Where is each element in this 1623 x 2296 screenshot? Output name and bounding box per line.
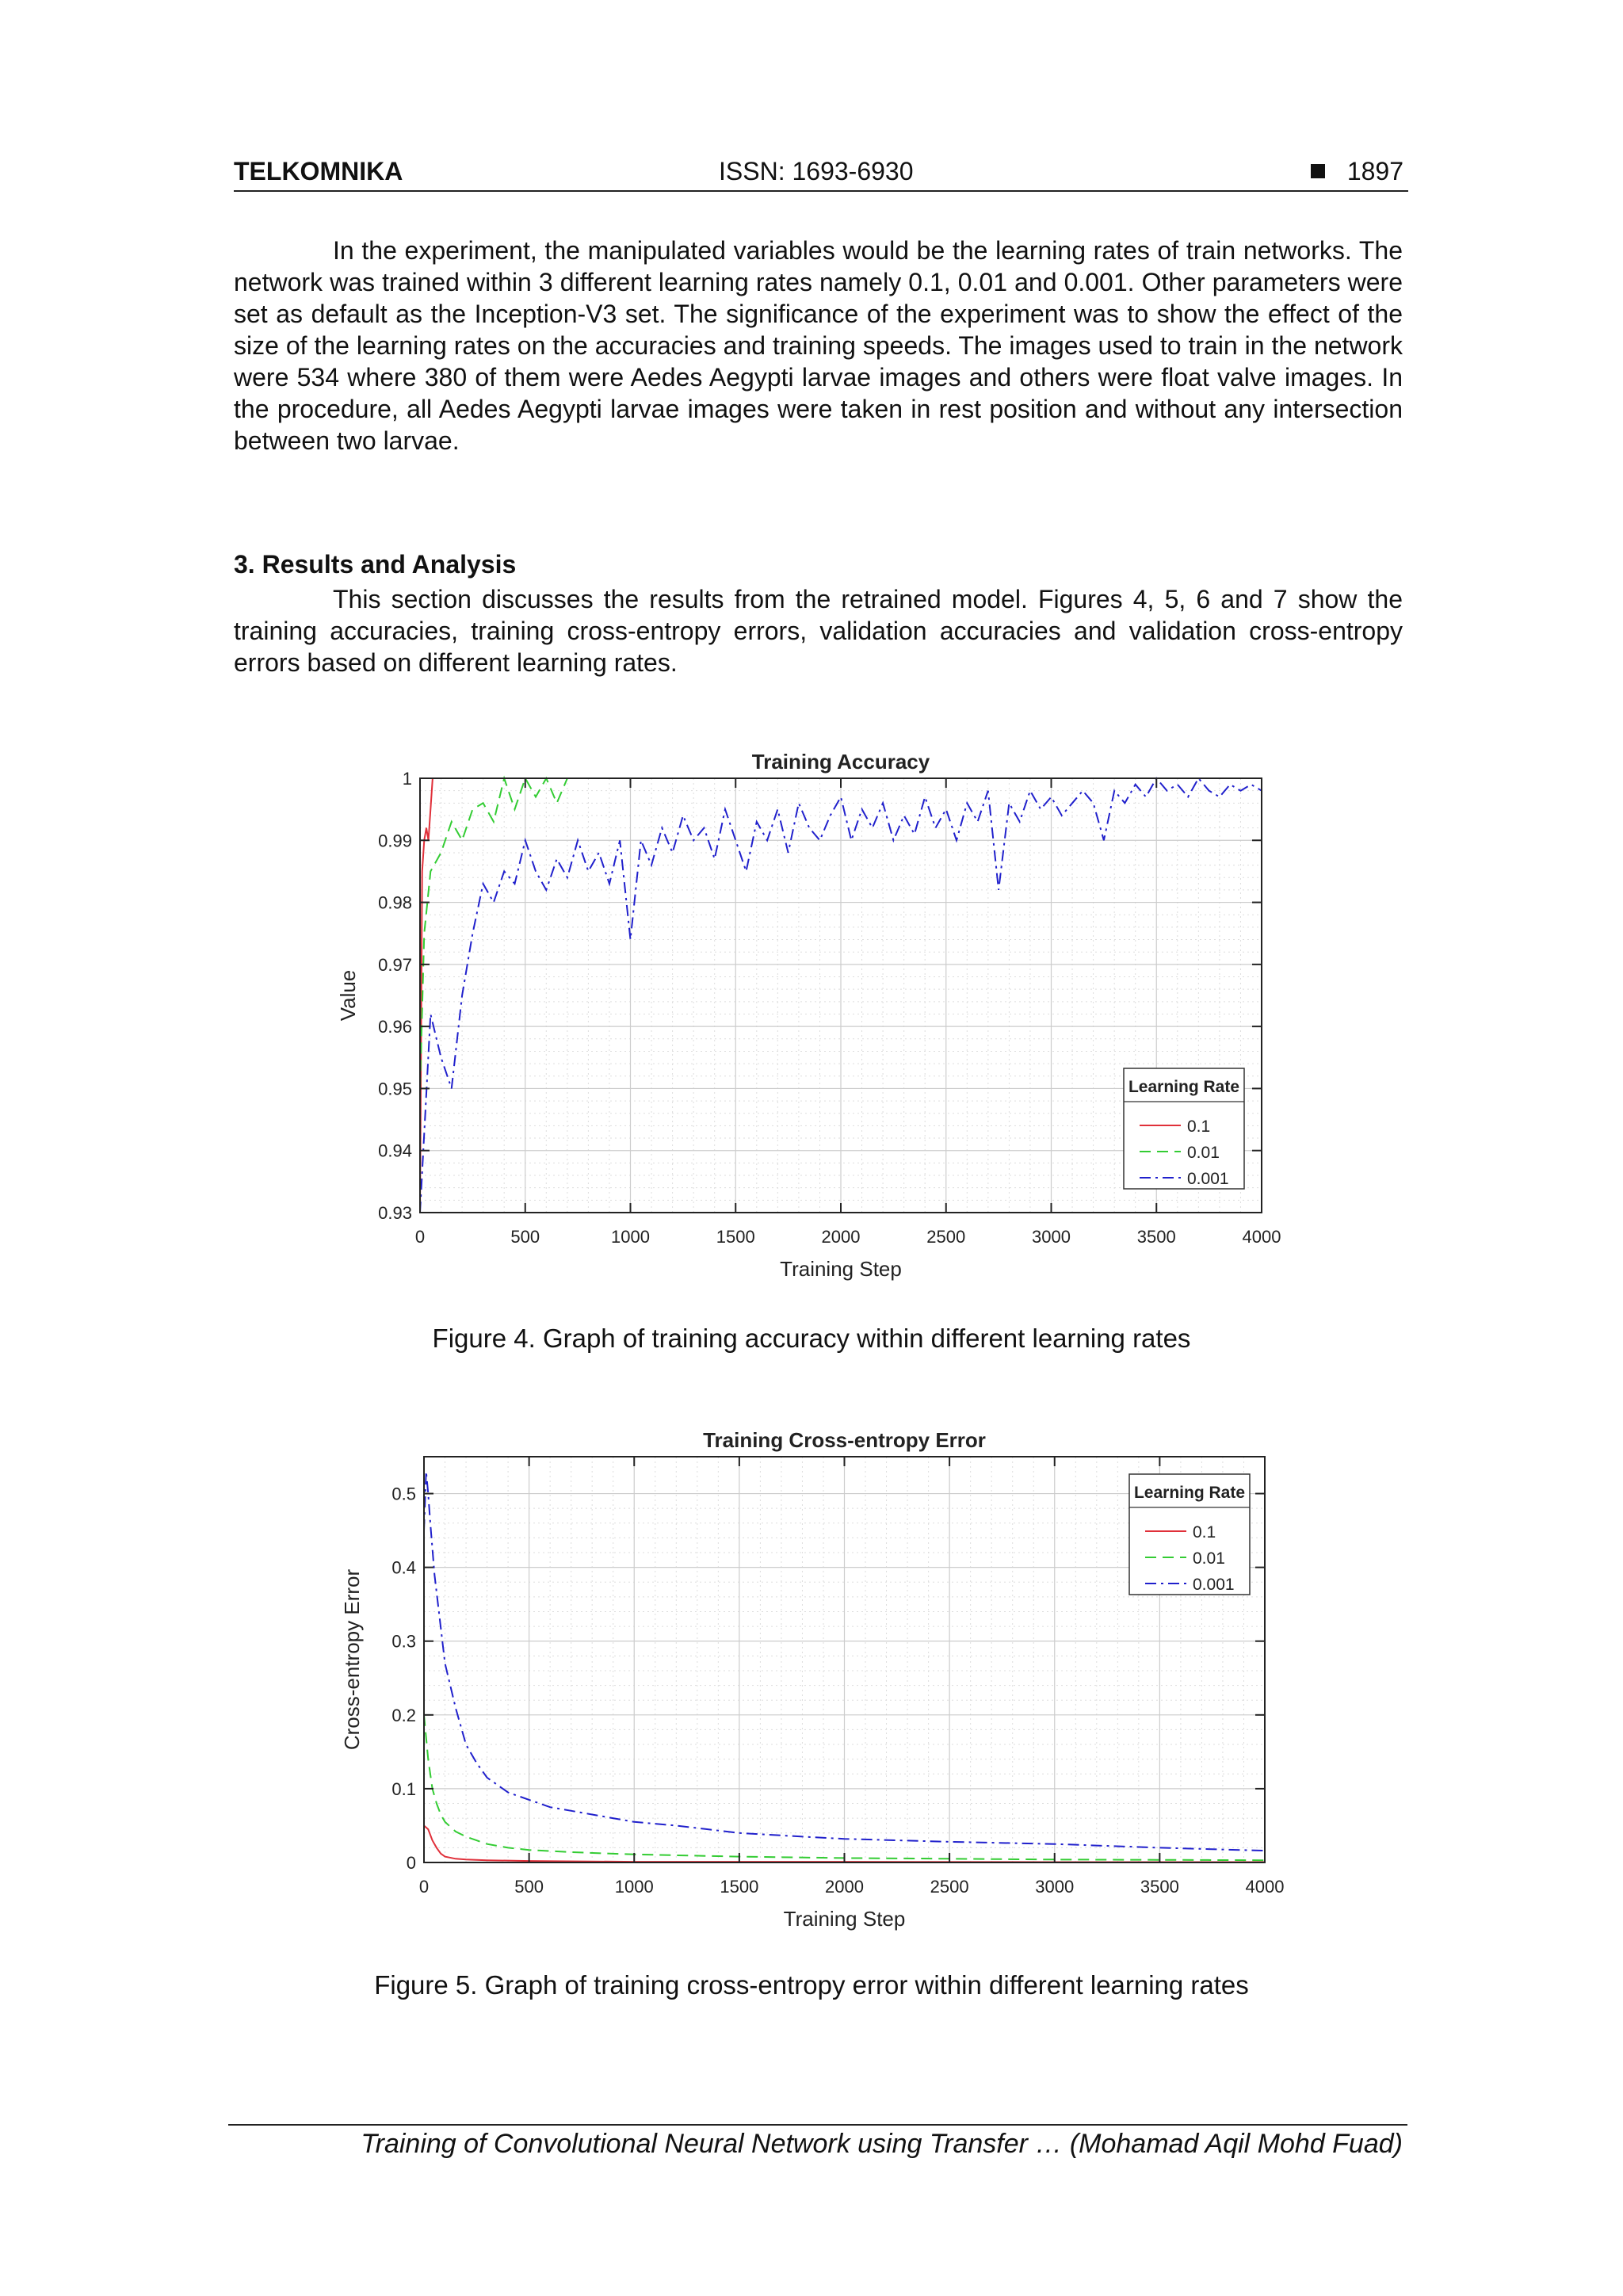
x-tick-label: 3500 <box>1140 1877 1179 1897</box>
legend-label: 0.001 <box>1187 1170 1229 1188</box>
x-tick-label: 0 <box>418 1877 430 1897</box>
issn: ISSN: 1693-6930 <box>719 157 914 185</box>
y-tick-label: 0.99 <box>378 831 412 851</box>
x-axis-label: Training Step <box>780 1257 902 1281</box>
x-tick-label: 1500 <box>720 1877 759 1897</box>
figure4-caption: Figure 4. Graph of training accuracy within different learning rates <box>432 1324 1191 1353</box>
x-tick-label: 2500 <box>930 1877 969 1897</box>
y-axis-label: Value <box>336 969 360 1022</box>
paragraph-results: This section discusses the results from the retrained model. Figures 4, 5, 6 and 7 show the training accuracies, training cross-entropy errors, validation accuracies and validation cross-entropy errors based on different learning rates. <box>234 585 1403 677</box>
x-tick-label: 1000 <box>614 1877 654 1897</box>
y-tick-label: 0.96 <box>378 1017 412 1037</box>
y-tick-label: 0.93 <box>378 1203 412 1223</box>
x-tick-label: 3500 <box>1136 1227 1176 1247</box>
x-tick-label: 500 <box>510 1227 540 1247</box>
x-tick-label: 4000 <box>1245 1877 1285 1897</box>
section-title: 3. Results and Analysis <box>234 550 517 579</box>
y-tick-label: 1 <box>402 769 412 789</box>
y-tick-label: 0.95 <box>378 1079 412 1099</box>
legend-label: 0.1 <box>1193 1523 1216 1541</box>
x-tick-label: 3000 <box>1032 1227 1071 1247</box>
legend-title: Learning Rate <box>1128 1078 1240 1096</box>
x-tick-label: 0 <box>414 1227 426 1247</box>
y-tick-label: 0.2 <box>391 1705 416 1725</box>
legend-label: 0.01 <box>1193 1549 1225 1568</box>
x-tick-label: 2000 <box>821 1227 861 1247</box>
y-tick-label: 0.97 <box>378 954 412 975</box>
x-axis-label: Training Step <box>783 1907 906 1931</box>
x-tick-label: 1500 <box>716 1227 755 1247</box>
x-tick-label: 4000 <box>1242 1227 1281 1247</box>
y-tick-label: 0.3 <box>391 1631 416 1652</box>
x-tick-label: 500 <box>514 1877 544 1897</box>
y-tick-label: 0.4 <box>391 1557 416 1578</box>
figure5-caption: Figure 5. Graph of training cross-entropy error within different learning rates <box>374 1970 1249 2000</box>
journal-name: TELKOMNIKA <box>234 157 403 185</box>
paragraph-experiment: In the experiment, the manipulated variables would be the learning rates of train networks. The network was trained within 3 different learning rates namely 0.1, 0.01 and 0.001. Other parameters were set as default as the Inception-V3 set. The significance of the experiment was to show the effect of the size of the learning rates on the accuracies and training speeds. The images used to train in the network were 534 where 380 of them were Aedes Aegypti larvae images and others were float valve images. In the procedure, all Aedes Aegypti larvae images were taken in rest position and without any intersection between two larvae. <box>234 236 1403 455</box>
page-footer: Training of Convolutional Neural Network using Transfer … (Mohamad Aqil Mohd Fuad) <box>361 2129 1403 2159</box>
y-tick-label: 0.98 <box>378 892 412 913</box>
x-tick-label: 3000 <box>1035 1877 1075 1897</box>
y-tick-label: 0 <box>406 1853 416 1873</box>
page-number: 1897 <box>1346 157 1403 185</box>
legend-label: 0.001 <box>1193 1576 1235 1594</box>
y-tick-label: 0.94 <box>378 1140 412 1161</box>
chart-title: Training Cross-entropy Error <box>703 1428 986 1452</box>
legend-label: 0.1 <box>1187 1117 1211 1136</box>
footer-rule <box>228 2124 1407 2126</box>
chart-title: Training Accuracy <box>751 750 930 774</box>
y-tick-label: 0.5 <box>391 1484 416 1504</box>
x-tick-label: 2500 <box>926 1227 966 1247</box>
x-tick-label: 2000 <box>825 1877 864 1897</box>
x-tick-label: 1000 <box>611 1227 650 1247</box>
y-axis-label: Cross-entropy Error <box>340 1568 364 1751</box>
legend-title: Learning Rate <box>1133 1484 1246 1502</box>
legend-label: 0.01 <box>1187 1144 1220 1162</box>
y-tick-label: 0.1 <box>391 1778 416 1799</box>
